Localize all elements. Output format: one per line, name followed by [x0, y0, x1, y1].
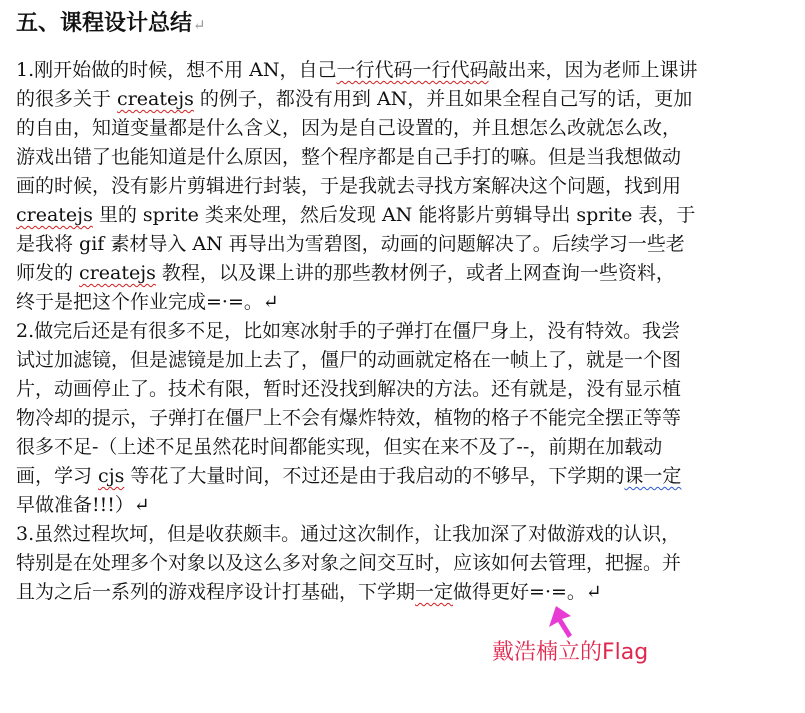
- text-span: 师发的: [16, 262, 80, 284]
- arrow-up-icon: [548, 605, 578, 639]
- text-span: 2.做完后还是有很多不足，比如寒冰射手的子弹打在僵尸身上，没有特效。我尝: [16, 320, 681, 342]
- text-span-flagged: 一行代码一行代码: [336, 59, 489, 81]
- text-line: [16, 56, 698, 85]
- text-line: [16, 317, 680, 346]
- text-span: 3.虽然过程坎坷，但是收获颇丰。通过这次制作，让我加深了对做游戏的认识，: [16, 523, 681, 545]
- text-line: [16, 259, 675, 288]
- text-span: 教程，以及课上讲的那些教材例子，或者上网查询一些资料，: [155, 262, 675, 284]
- text-span-flagged: 课一定: [624, 465, 682, 487]
- text-span: 的例子，都没有用到 AN，并且如果全程自己写的话，更加: [193, 88, 693, 110]
- text-line: [16, 520, 680, 549]
- text-line: [16, 375, 681, 404]
- text-span: 敲出来，因为老师上课讲: [488, 59, 698, 81]
- text-span: 试过加滤镜，但是滤镜是加上去了，僵尸的动画就定格在一帧上了，就是一个图: [16, 349, 682, 371]
- text-line: [16, 288, 279, 317]
- paragraph-mark-icon: ↵: [193, 16, 206, 34]
- text-span: 里的 sprite 类来处理，然后发现 AN 能将影片剪辑导出 sprite 表，于: [92, 204, 696, 226]
- text-line: [16, 578, 602, 607]
- text-span: 特别是在处理多个对象以及这么多对象之间交互时，应该如何去管理，把握。并: [16, 552, 682, 574]
- annotation-label: 戴浩楠立的Flag: [492, 640, 649, 665]
- text-line: [16, 404, 681, 433]
- text-line: [16, 85, 692, 114]
- section-heading: [16, 8, 206, 40]
- text-span: 做得更好=·=。↵: [453, 581, 602, 603]
- text-span: 画的时候，没有影片剪辑进行封装，于是我就去寻找方案解决这个问题，找到用: [16, 175, 682, 197]
- text-line: [16, 491, 150, 520]
- text-span: 终于是把这个作业完成=·=。↵: [16, 291, 279, 313]
- text-line: [16, 230, 685, 259]
- text-span: 的自由，知道变量都是什么含义，因为是自己设置的，并且想怎么改就怎么改，: [16, 117, 682, 139]
- text-span: 是我将 gif 素材导入 AN 再导出为雪碧图，动画的问题解决了。后续学习一些老: [16, 233, 685, 255]
- text-span-flagged: createjs: [117, 88, 194, 110]
- text-span-flagged: cjs: [98, 465, 125, 487]
- text-span: 很多不足-（上述不足虽然花时间都能实现，但实在来不及了--，前期在加载动: [16, 436, 663, 458]
- text-span-flagged: 一定: [415, 581, 454, 603]
- text-line: [16, 114, 681, 143]
- text-span: 1.刚开始做的时候，想不用 AN，自己: [16, 59, 337, 81]
- text-line: [16, 172, 681, 201]
- text-line: [16, 143, 681, 172]
- text-line: [16, 462, 681, 491]
- text-span: 片，动画停止了。技术有限，暂时还没找到解决的方法。还有就是，没有显示植: [16, 378, 682, 400]
- text-span-flagged: createjs: [79, 262, 156, 284]
- text-span-flagged: createjs: [16, 204, 93, 226]
- text-line: [16, 201, 695, 230]
- text-span: 早做准备!!!）↵: [16, 494, 150, 516]
- text-line: [16, 346, 681, 375]
- heading-text: 五、课程设计总结: [16, 10, 193, 36]
- text-span: 等花了大量时间，不过还是由于我启动的不够早，下学期的: [124, 465, 625, 487]
- text-span: 游戏出错了也能知道是什么原因，整个程序都是自己手打的嘛。但是当我想做动: [16, 146, 682, 168]
- text-line: [16, 433, 662, 462]
- text-span: 的很多关于: [16, 88, 118, 110]
- text-line: [16, 549, 681, 578]
- text-span: 且为之后一系列的游戏程序设计打基础，下学期: [16, 581, 416, 603]
- text-span: 物冷却的提示，子弹打在僵尸上不会有爆炸特效，植物的格子不能完全摆正等等: [16, 407, 682, 429]
- text-span: 画，学习: [16, 465, 99, 487]
